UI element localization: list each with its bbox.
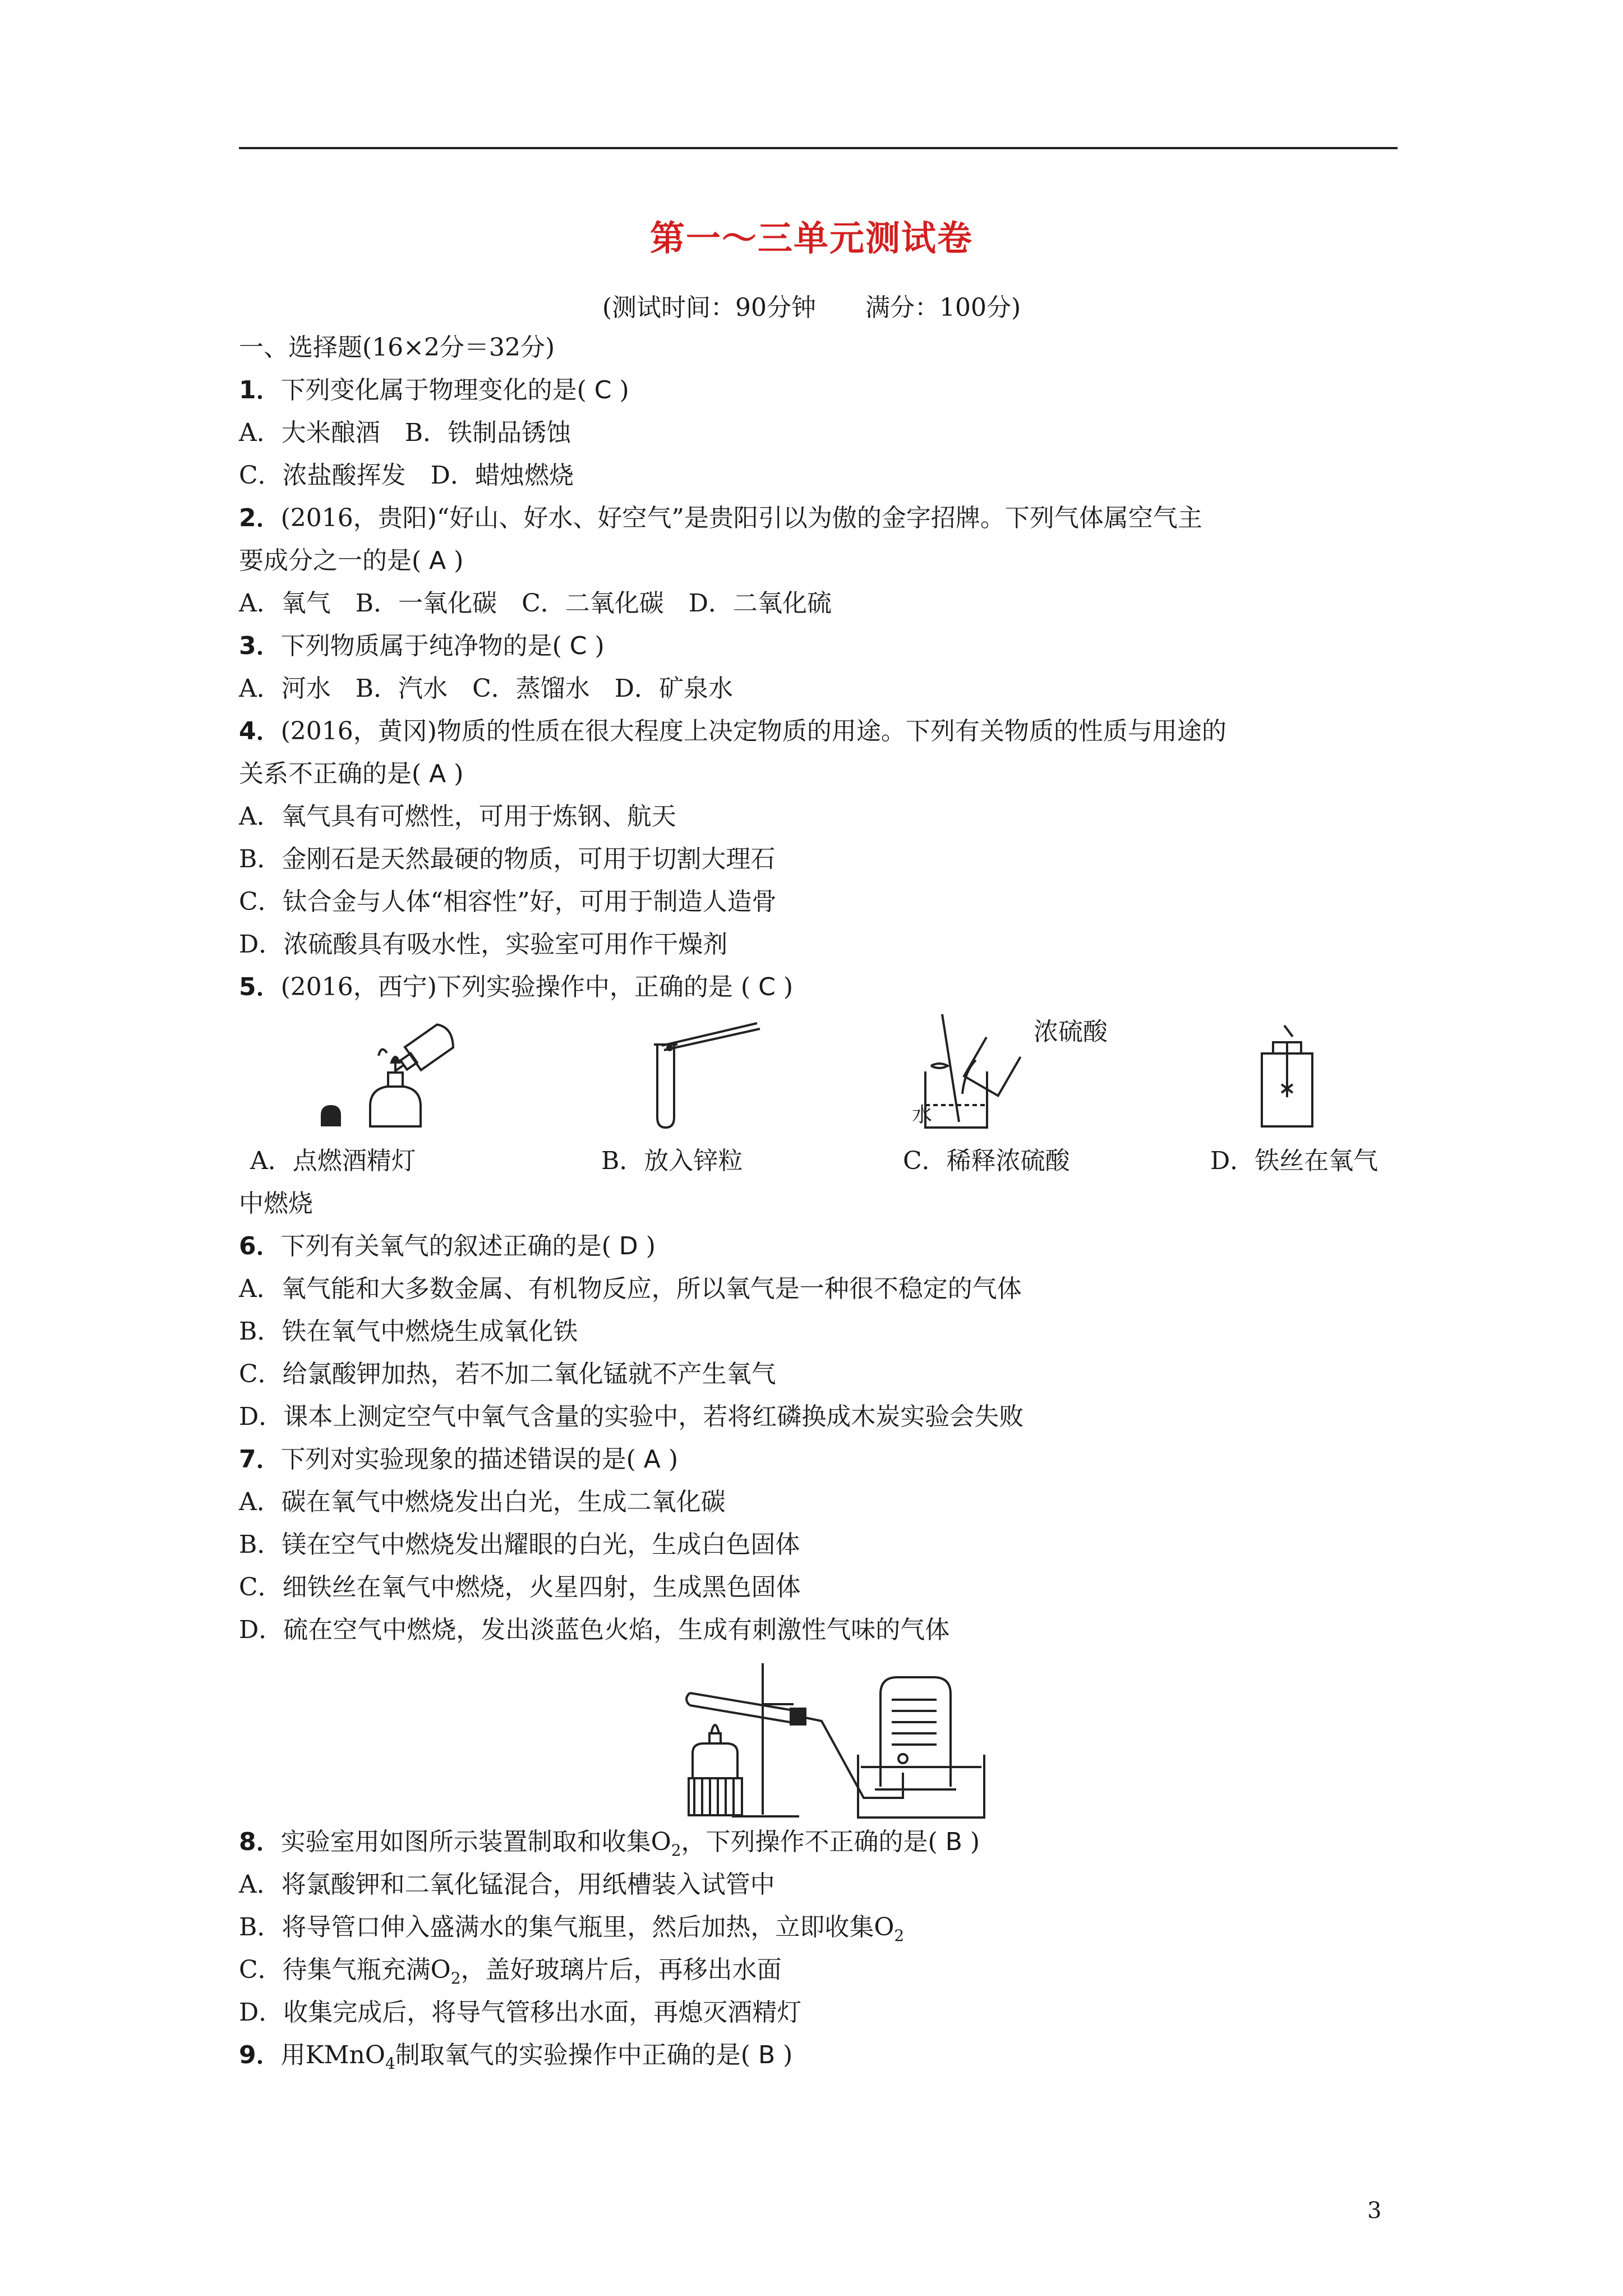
figure-oxygen-apparatus bbox=[679, 1655, 993, 1823]
paren-close: ) bbox=[783, 973, 793, 1001]
paren-close: ) bbox=[619, 376, 629, 404]
question-2 bbox=[239, 501, 1202, 535]
option-c: C．钛合金与人体“相容性”好，可用于制造人造骨 bbox=[239, 887, 777, 916]
question-number: 2． bbox=[239, 504, 281, 532]
question-number: 5． bbox=[239, 973, 281, 1001]
question-2-cont bbox=[239, 544, 463, 578]
paren-close: ) bbox=[970, 1828, 980, 1856]
question-number: 7． bbox=[239, 1445, 281, 1474]
paren-close: ) bbox=[454, 760, 464, 788]
figure-iron-oxygen bbox=[1251, 1020, 1324, 1132]
caption-a: A．点燃酒精灯 bbox=[250, 1147, 416, 1175]
paren-close: ) bbox=[594, 632, 605, 660]
question-stem-cont: 关系不正确的是( bbox=[239, 760, 422, 788]
figure-label-acid: 浓硫酸 bbox=[1034, 1018, 1108, 1046]
question-3 bbox=[239, 629, 605, 663]
option-c bbox=[239, 1953, 782, 1995]
option-d: D．课本上测定空气中氧气含量的实验中，若将红磷换成木炭实验会失败 bbox=[239, 1402, 1024, 1431]
option-b: B．铁在氧气中燃烧生成氧化铁 bbox=[239, 1317, 578, 1346]
answer: D bbox=[619, 1232, 638, 1260]
option-c: C．给氯酸钾加热，若不加二氧化锰就不产生氧气 bbox=[239, 1360, 776, 1388]
paren-close: ) bbox=[668, 1445, 679, 1474]
subscript: 2 bbox=[671, 1841, 681, 1860]
question-8 bbox=[239, 1825, 980, 1867]
question-number: 9． bbox=[239, 2041, 281, 2069]
option-d: D．浓硫酸具有吸水性，实验室可用作干燥剂 bbox=[239, 930, 728, 959]
section-heading: 一、选择题(16×2分＝32分) bbox=[239, 333, 555, 362]
question-stem: 下列变化属于物理变化的是( bbox=[280, 376, 587, 404]
option-b bbox=[239, 1911, 904, 1953]
page-title: 第一～三单元测试卷 bbox=[649, 218, 973, 259]
question-9 bbox=[239, 2039, 792, 2081]
answer: B bbox=[758, 2041, 776, 2069]
option-c-text: C．待集气瓶充满O bbox=[239, 1955, 451, 1984]
question-6 bbox=[239, 1230, 656, 1263]
subscript: 2 bbox=[450, 1969, 461, 1987]
question-stem-cont: 要成分之一的是( bbox=[239, 546, 422, 575]
question-number: 8． bbox=[239, 1828, 281, 1856]
paren-close: ) bbox=[454, 546, 464, 575]
answer: B bbox=[945, 1828, 962, 1856]
option-c-text-post: ，盖好玻璃片后，再移出水面 bbox=[460, 1955, 782, 1984]
question-number: 6． bbox=[239, 1232, 281, 1260]
paren-close: ) bbox=[783, 2041, 793, 2069]
question-1-options-2: C．浓盐酸挥发 D．蜡烛燃烧 bbox=[239, 461, 574, 490]
test-info: (测试时间：90分钟 满分：100分) bbox=[602, 293, 1021, 322]
question-stem-post: 制取氧气的实验操作中正确的是( bbox=[395, 2041, 750, 2069]
question-5 bbox=[239, 970, 793, 1004]
question-2-options: A．氧气 B．一氧化碳 C．二氧化碳 D．二氧化硫 bbox=[239, 589, 832, 618]
question-3-options: A．河水 B．汽水 C．蒸馏水 D．矿泉水 bbox=[239, 674, 734, 703]
subscript: 4 bbox=[385, 2054, 395, 2073]
caption-b: B．放入锌粒 bbox=[601, 1147, 743, 1175]
question-stem: (2016，西宁)下列实验操作中，正确的是 ( bbox=[280, 973, 751, 1001]
caption-d: D．铁丝在氧气 bbox=[1210, 1147, 1378, 1175]
question-stem-post: ，下列操作不正确的是( bbox=[681, 1828, 938, 1856]
subscript: 2 bbox=[894, 1926, 905, 1945]
question-stem: 下列对实验现象的描述错误的是( bbox=[280, 1445, 636, 1474]
question-stem: (2016，黄冈)物质的性质在很大程度上决定物质的用途。下列有关物质的性质与用途的 bbox=[280, 717, 1227, 746]
question-1-options-1: A．大米酿酒 B．铁制品锈蚀 bbox=[239, 418, 571, 447]
option-b: B．镁在空气中燃烧发出耀眼的白光，生成白色固体 bbox=[239, 1530, 800, 1559]
answer: A bbox=[643, 1445, 661, 1474]
caption-d-cont: 中燃烧 bbox=[239, 1189, 313, 1218]
answer: C bbox=[569, 632, 587, 660]
option-c: C．细铁丝在氧气中燃烧，火星四射，生成黑色固体 bbox=[239, 1573, 801, 1602]
caption-c: C．稀释浓硫酸 bbox=[903, 1147, 1070, 1175]
question-number: 1． bbox=[239, 376, 281, 404]
answer: A bbox=[429, 760, 446, 788]
question-number: 4． bbox=[239, 717, 281, 746]
question-stem: 用KMnO bbox=[280, 2041, 385, 2069]
question-7 bbox=[239, 1443, 678, 1476]
question-4 bbox=[239, 715, 1227, 748]
option-d: D．收集完成后，将导气管移出水面，再熄灭酒精灯 bbox=[239, 1998, 802, 2027]
answer: A bbox=[429, 546, 446, 575]
answer: C bbox=[758, 973, 776, 1001]
figure-alcohol-lamp bbox=[314, 1016, 482, 1129]
question-stem: (2016，贵阳)“好山、好水、好空气”是贵阳引以为傲的金字招牌。下列气体属空气主 bbox=[280, 504, 1202, 532]
question-4-cont bbox=[239, 757, 463, 791]
option-b: B．金刚石是天然最硬的物质，可用于切割大理石 bbox=[239, 845, 776, 873]
question-stem: 实验室用如图所示装置制取和收集O bbox=[280, 1828, 671, 1856]
option-a: A．将氯酸钾和二氧化锰混合，用纸槽装入试管中 bbox=[239, 1870, 775, 1899]
header-rule bbox=[239, 147, 1398, 149]
answer: C bbox=[594, 376, 612, 404]
question-stem: 下列有关氧气的叙述正确的是( bbox=[280, 1232, 611, 1260]
question-1 bbox=[239, 374, 629, 407]
paren-close: ) bbox=[645, 1232, 656, 1260]
figure-label-water: 水 bbox=[912, 1103, 933, 1126]
option-a: A．碳在氧气中燃烧发出白光，生成二氧化碳 bbox=[239, 1488, 726, 1516]
option-a: A．氧气具有可燃性，可用于炼钢、航天 bbox=[239, 802, 676, 831]
figure-test-tube bbox=[645, 1016, 791, 1129]
question-stem: 下列物质属于纯净物的是( bbox=[280, 632, 562, 660]
page-number: 3 bbox=[1367, 2198, 1382, 2224]
option-d: D．硫在空气中燃烧，发出淡蓝色火焰，生成有刺激性气味的气体 bbox=[239, 1616, 950, 1644]
question-number: 3． bbox=[239, 632, 281, 660]
option-a: A．氧气能和大多数金属、有机物反应，所以氧气是一种很不稳定的气体 bbox=[239, 1274, 1022, 1303]
option-b-text: B．将导管口伸入盛满水的集气瓶里，然后加热，立即收集O bbox=[239, 1913, 895, 1941]
